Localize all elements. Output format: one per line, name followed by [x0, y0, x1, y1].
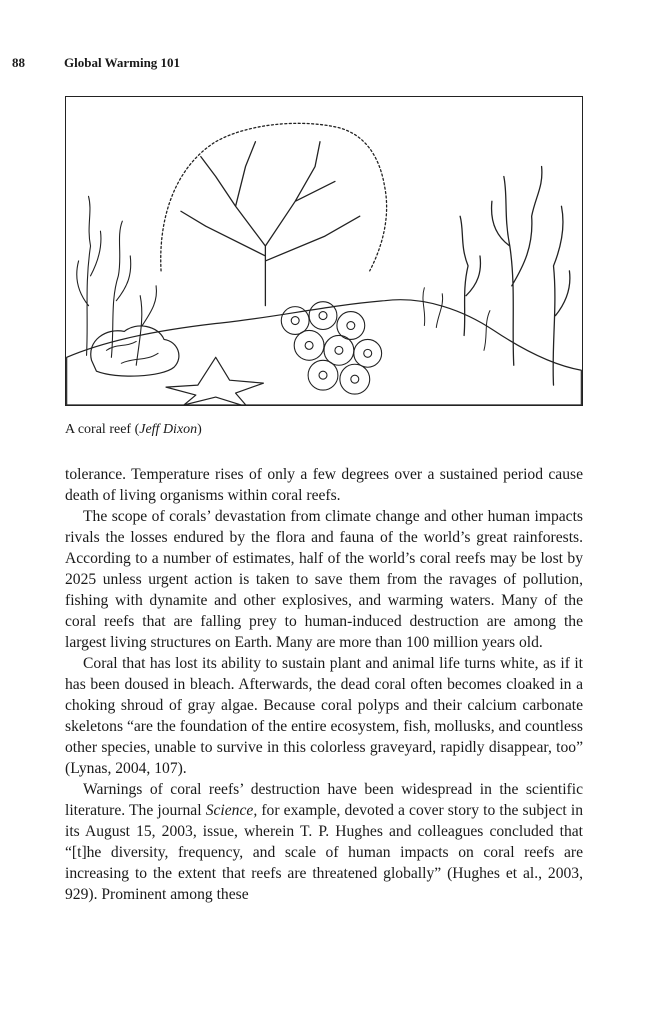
paragraph-3: Coral that has lost its ability to sustain plant and animal life turns white, as if it has been doused in bleach. Afterwards, the dead coral often becomes cloaked in a choking shroud of gray algae. Because coral polyps and their calcium carbonate skeletons “are the foundation of the entire ecosystem, fish, mollusks, and countless other species, unable to survive in this colorless graveyard, rapidly disappear, too” (Lynas, 2004, 107). — [65, 655, 583, 777]
starfish — [166, 357, 263, 405]
running-head — [12, 55, 590, 71]
flower-coral-cluster — [281, 302, 381, 394]
paragraph-4-start: Warnings of coral reefs’ destruction have been widespread in the scientific literature. The journal — [65, 781, 583, 819]
journal-name: Science, — [205, 802, 258, 819]
coral-reef-illustration — [65, 96, 583, 406]
brain-coral — [91, 326, 179, 376]
caption-suffix: ) — [197, 422, 202, 437]
body-text — [65, 464, 583, 905]
paragraph-4 — [65, 779, 583, 905]
paragraph-2: The scope of corals’ devastation from climate change and other human impacts rivals the losses endured by the flora and fauna of the world’s great rainforests. According to a number of estimates, half of the world’s coral reefs may be lost by 2025 unless urgent action is taken to save them from the ravages of pollution, fishing with dynamite and other explosives, and warming waters. Many of the coral reefs that are falling prey to human-induced destruction are among the largest living structures on Earth. Many are more than 100 million years old. — [65, 508, 583, 651]
figure-caption — [65, 422, 202, 438]
right-antler-coral — [460, 167, 570, 386]
caption-credit: Jeff Dixon — [139, 422, 198, 437]
sea-fan-coral — [161, 123, 387, 305]
page-number: 88 — [12, 55, 25, 70]
paragraph-1: tolerance. Temperature rises of only a few degrees over a sustained period cause death of living organisms within coral reefs. — [65, 466, 583, 504]
caption-prefix: A coral reef ( — [65, 422, 140, 437]
paragraph-4-end: for example, devoted a cover story to the subject in its August 15, 2003, issue, wherein T. P. Hughes and colleagues concluded that “[t]he diversity, frequency, and scale of human impacts on coral reefs are increasing to the extent that reefs are threatened globally” (Hughes et al., 2003, 929). Prominent among these — [65, 802, 583, 903]
left-branch-coral — [77, 196, 157, 365]
book-title: Global Warming 101 — [64, 55, 181, 70]
